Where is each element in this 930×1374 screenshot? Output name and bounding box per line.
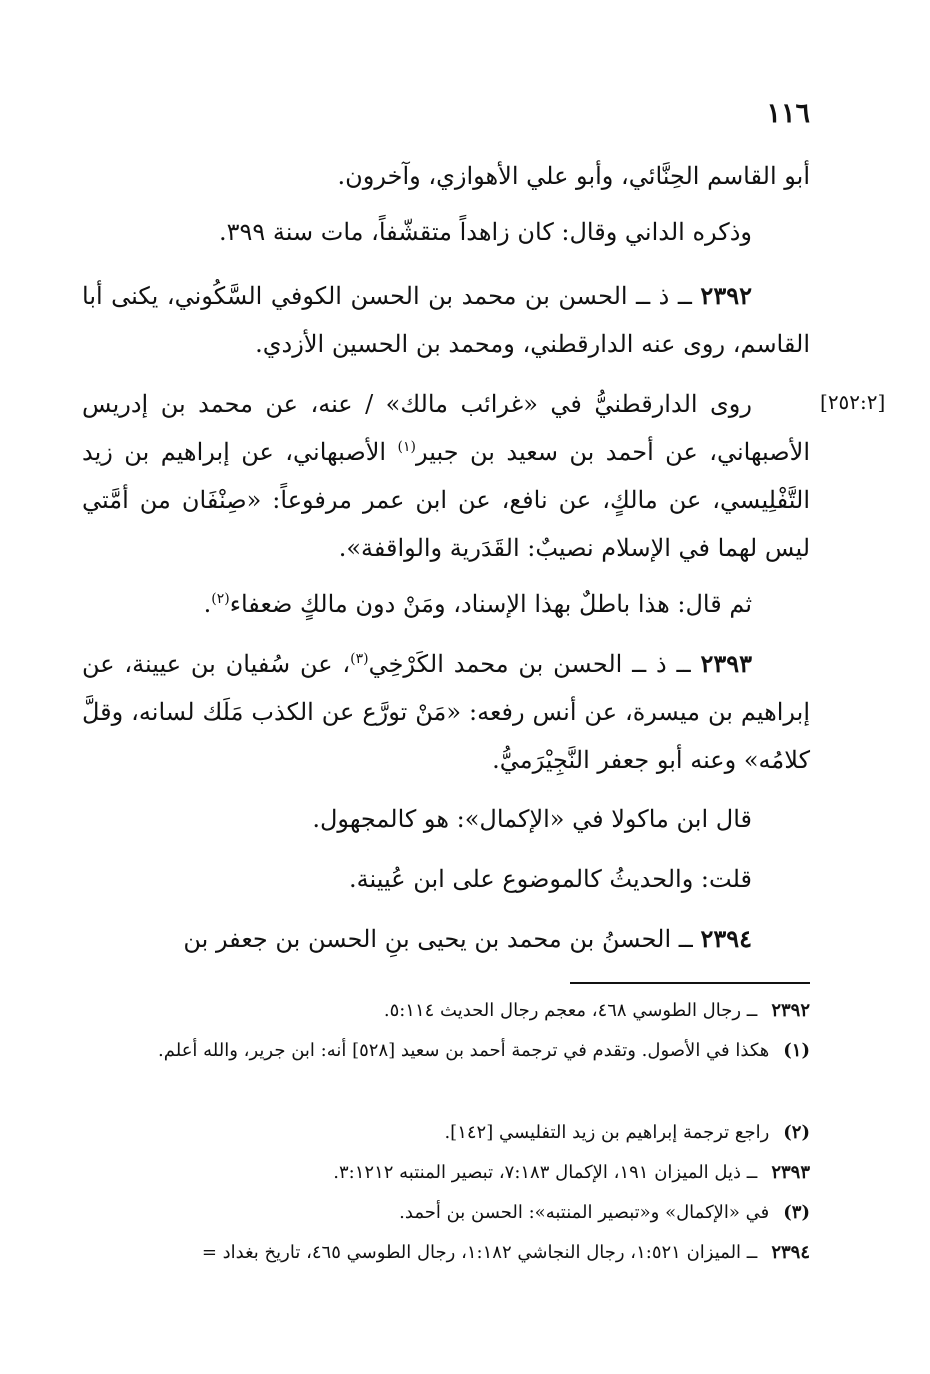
footnote-2394: [82, 1236, 810, 1270]
footnote-number: ٢٣٩٢: [771, 1000, 810, 1021]
margin-reference: [٢٥٢:٢]: [820, 390, 886, 414]
entry-number: ٢٣٩٢: [700, 281, 752, 310]
footnote-divider: [570, 982, 810, 984]
footnote-text: ــ الميزان ١:٥٢١، رجال النجاشي ١:١٨٢، رجال الطوسي ٤٦٥، تاريخ بغداد =: [201, 1242, 758, 1263]
footnote-number: ٢٣٩٤: [771, 1242, 810, 1263]
entry-number: ٢٣٩٤: [700, 924, 752, 953]
footnote-text: في «الإكمال» و«تبصير المنتبه»: الحسن بن أحمد.: [399, 1202, 770, 1223]
entry-2394: [82, 915, 810, 963]
paragraph-2: وذكره الداني وقال: كان زاهداً متقشّفاً، مات سنة ٣٩٩.: [218, 218, 752, 246]
footnote-text: ــ رجال الطوسي ٤٦٨، معجم رجال الحديث ٥:١١٤.: [383, 1000, 758, 1021]
paragraph-text: روى الدارقطنيُّ في «غرائب مالك» / عنه، عن محمد بن إدريس الأصبهاني، عن أحمد بن سعيد بن جبير: [82, 390, 810, 466]
footnote-marker[interactable]: (٣): [350, 651, 369, 667]
footnote-text: ــ ذيل الميزان ١٩١، الإكمال ٧:١٨٣، تبصير المنتبه ٣:١٢١٢.: [333, 1162, 758, 1183]
paragraph-text: ، عن سُفيان بن عيينة، عن إبراهيم بن ميسرة، عن أنس رفعه: «مَنْ تورَّع عن الكذب مَلَك لسانه، وقلَّ كلامُه» وعنه أبو جعفر النَّجِيْرَميُّ.: [82, 650, 810, 774]
footnote-text: راجع ترجمة إبراهيم بن زيد التفليسي [١٤٢].: [444, 1122, 770, 1143]
paragraph-4: [82, 380, 810, 572]
page-number: ١١٦: [766, 98, 810, 129]
entry-text: ــ ذ ــ الحسن بن محمد بن الحسن الكوفي السَّكُوني، يكنى أبا القاسم، روى عنه الدارقطني، ومحمد بن الحسين الأزدي.: [82, 282, 810, 358]
footnote-text: هكذا في الأصول. وتقدم في ترجمة أحمد بن سعيد [٥٢٨] أنه: ابن جرير، والله أعلم.: [158, 1040, 770, 1061]
paragraph-1: أبو القاسم الحِنَّائي، وأبو علي الأهوازي، وآخرون.: [337, 162, 810, 190]
paragraph-text: .: [203, 590, 212, 618]
paragraph-8: قلت: والحديثُ كالموضوع على ابن عُيينة.: [349, 865, 752, 893]
footnote-2393: [82, 1156, 810, 1190]
paragraph-text: ــ ذ ــ الحسن بن محمد الكَرْخِي: [368, 650, 691, 678]
entry-text: ــ الحسنُ بن محمد بن يحيى بنِ الحسن بن جعفر بن: [183, 925, 693, 953]
paragraph-5: [82, 580, 810, 628]
footnote-number: (١): [783, 1040, 810, 1061]
footnote-1: [82, 1034, 810, 1068]
paragraph-text: ثم قال: هذا باطلٌ بهذا الإسناد، ومَنْ دون مالكٍ ضعفاء: [229, 590, 752, 618]
footnote-marker[interactable]: (٢): [211, 591, 230, 607]
footnote-number: (٣): [783, 1202, 810, 1223]
entry-2393: [82, 640, 810, 784]
footnote-marker[interactable]: (١): [397, 439, 416, 455]
footnote-3: [82, 1196, 810, 1230]
entry-number: ٢٣٩٣: [700, 649, 752, 678]
entry-2392: [82, 272, 810, 368]
footnote-number: (٢): [783, 1122, 810, 1143]
paragraph-7: قال ابن ماكولا في «الإكمال»: هو كالمجهول.: [312, 805, 752, 833]
footnote-number: ٢٣٩٣: [771, 1162, 810, 1183]
paragraph-text: الأصبهاني، عن إبراهيم بن زيد التَّفْلِيسي، عن مالكٍ، عن نافع، عن ابن عمر مرفوعاً: «صِنْفَان من أمَّتي ليس لهما في الإسلام نصيبٌ: القَدَرية والواقفة».: [82, 438, 810, 562]
footnote-2392: [82, 994, 810, 1028]
footnote-2: [82, 1116, 810, 1150]
